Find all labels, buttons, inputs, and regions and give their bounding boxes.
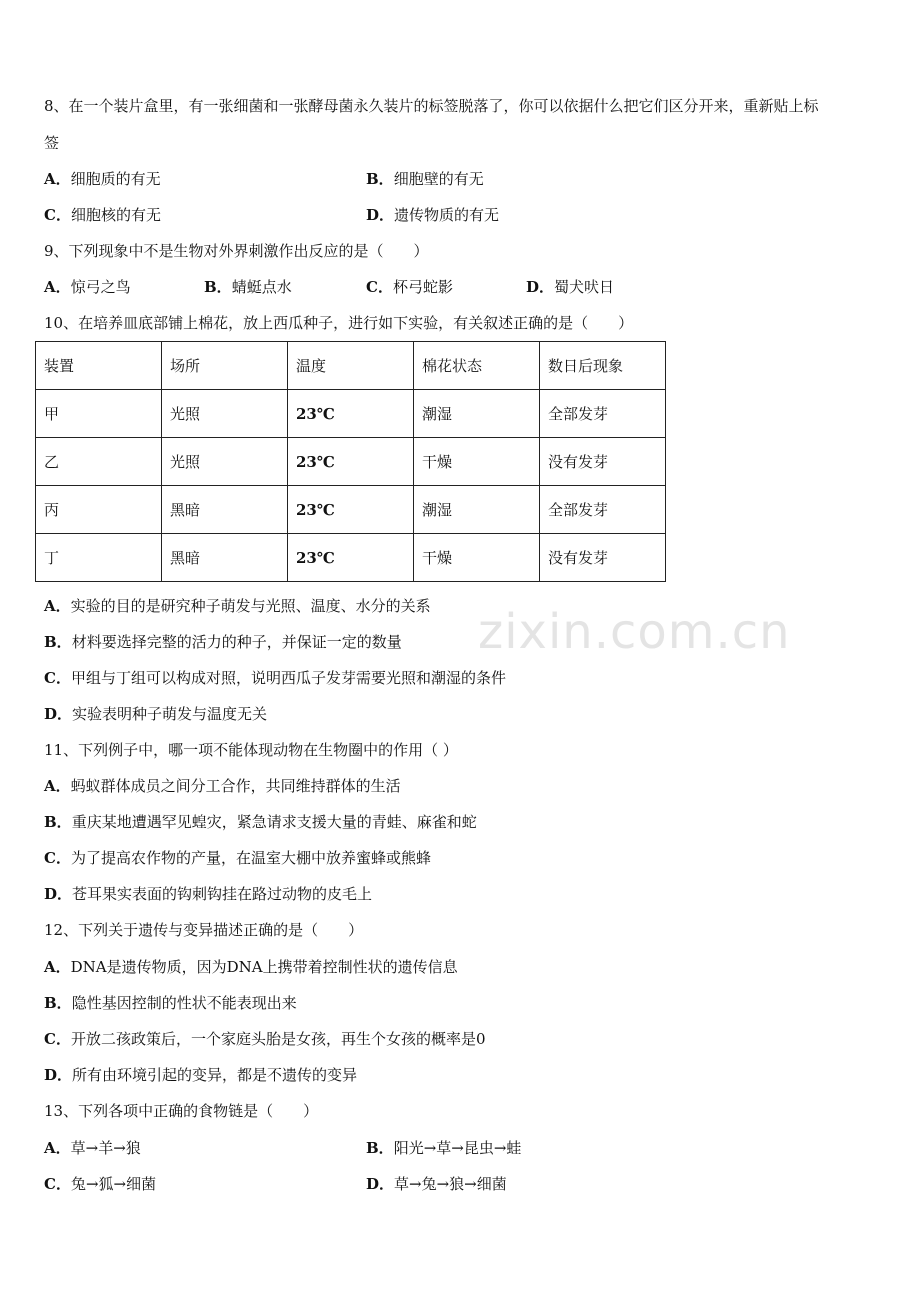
option-letter: B． — [366, 1139, 394, 1157]
option-letter: B． — [204, 278, 232, 296]
table-cell: 干燥 — [414, 438, 540, 486]
q8-option-c — [44, 205, 161, 225]
table-row — [36, 486, 666, 534]
table-header-cell: 温度 — [288, 342, 414, 390]
option-text: 细胞壁的有无 — [393, 170, 484, 188]
q10-option-b — [44, 632, 402, 652]
table-row — [36, 438, 666, 486]
option-letter: A． — [44, 597, 71, 615]
option-letter: D． — [366, 1175, 395, 1193]
table-header-cell: 装置 — [36, 342, 162, 390]
option-text: 遗传物质的有无 — [394, 206, 500, 224]
q10-option-d — [44, 704, 267, 724]
q9-option-b — [204, 277, 292, 297]
q9-option-a — [44, 277, 131, 297]
q10-stem: 10、在培养皿底部铺上棉花，放上西瓜种子，进行如下实验，有关叙述正确的是（ ） — [44, 314, 634, 332]
option-text: 细胞核的有无 — [70, 206, 161, 224]
table-cell: 丁 — [36, 534, 162, 582]
option-text: 所有由环境引起的变异，都是不遗传的变异 — [72, 1066, 358, 1084]
table-cell: 潮湿 — [414, 486, 540, 534]
option-text: 开放二孩政策后，一个家庭头胎是女孩，再生个女孩的概率是0 — [70, 1030, 486, 1048]
q12-option-a — [44, 957, 458, 977]
option-letter: C． — [44, 1175, 71, 1193]
q12-option-b — [44, 993, 297, 1013]
experiment-table — [35, 341, 666, 582]
option-letter: B． — [44, 633, 72, 651]
option-text: 实验表明种子萌发与温度无关 — [72, 705, 268, 723]
option-text: 材料要选择完整的活力的种子，并保证一定的数量 — [71, 633, 402, 651]
option-letter: C． — [44, 849, 71, 867]
table-row — [36, 534, 666, 582]
option-letter: B． — [366, 170, 394, 188]
option-letter: C． — [44, 1030, 71, 1048]
q8-stem-line2: 签 — [44, 134, 60, 152]
option-text: 为了提高农作物的产量，在温室大棚中放养蜜蜂或熊蜂 — [70, 849, 431, 867]
option-text: 重庆某地遭遇罕见蝗灾，紧急请求支援大量的青蛙、麻雀和蛇 — [71, 813, 477, 831]
q8-stem-line1: 8、在一个装片盒里，有一张细菌和一张酵母菌永久装片的标签脱落了，你可以依据什么把它们区分开来，重新贴上标 — [44, 97, 819, 115]
q8-option-a — [44, 169, 161, 189]
table-header-cell: 棉花状态 — [414, 342, 540, 390]
q13-option-c — [44, 1174, 156, 1194]
q12-option-c — [44, 1029, 486, 1049]
option-text: 蚂蚁群体成员之间分工合作，共同维持群体的生活 — [70, 777, 401, 795]
watermark: zixin.com.cn — [478, 604, 791, 660]
q11-option-c — [44, 848, 431, 868]
option-text: 蜀犬吠日 — [554, 278, 615, 296]
option-letter: A． — [44, 1139, 71, 1157]
table-cell: 干燥 — [414, 534, 540, 582]
table-cell: 23℃ — [288, 534, 414, 582]
option-letter: D． — [44, 885, 73, 903]
q11-stem: 11、下列例子中，哪一项不能体现动物在生物圈中的作用（ ） — [44, 741, 458, 759]
table-cell: 23℃ — [288, 486, 414, 534]
table-header-cell: 数日后现象 — [540, 342, 666, 390]
option-letter: D． — [44, 1066, 73, 1084]
q9-option-d — [526, 277, 614, 297]
table-header-row — [36, 342, 666, 390]
q13-stem: 13、下列各项中正确的食物链是（ ） — [44, 1102, 319, 1120]
option-text: 阳光→草→昆虫→蛙 — [393, 1139, 522, 1157]
option-letter: D． — [366, 206, 395, 224]
option-letter: A． — [44, 278, 71, 296]
table-cell: 甲 — [36, 390, 162, 438]
q12-option-d — [44, 1065, 357, 1085]
option-text: 草→兔→狼→细菌 — [394, 1175, 507, 1193]
table-cell: 潮湿 — [414, 390, 540, 438]
table-header-cell: 场所 — [162, 342, 288, 390]
option-text: 惊弓之鸟 — [70, 278, 131, 296]
table-cell: 全部发芽 — [540, 486, 666, 534]
option-text: 实验的目的是研究种子萌发与光照、温度、水分的关系 — [70, 597, 431, 615]
q13-option-a — [44, 1138, 141, 1158]
table-cell: 黑暗 — [162, 486, 288, 534]
q9-option-c — [366, 277, 453, 297]
option-letter: A． — [44, 170, 71, 188]
option-text: 隐性基因控制的性状不能表现出来 — [71, 994, 297, 1012]
option-letter: A． — [44, 958, 71, 976]
option-letter: C． — [366, 278, 393, 296]
table-cell: 23℃ — [288, 390, 414, 438]
table-cell: 没有发芽 — [540, 438, 666, 486]
table-cell: 23℃ — [288, 438, 414, 486]
option-text: 细胞质的有无 — [70, 170, 161, 188]
option-text: DNA是遗传物质，因为DNA上携带着控制性状的遗传信息 — [70, 958, 458, 976]
option-text: 杯弓蛇影 — [392, 278, 453, 296]
q10-option-a — [44, 596, 431, 616]
q11-option-b — [44, 812, 477, 832]
option-letter: D． — [526, 278, 555, 296]
option-letter: A． — [44, 777, 71, 795]
option-text: 兔→狐→细菌 — [70, 1175, 157, 1193]
option-text: 蜻蜓点水 — [231, 278, 292, 296]
q11-option-d — [44, 884, 372, 904]
option-letter: C． — [44, 669, 71, 687]
table-cell: 光照 — [162, 438, 288, 486]
q8-option-b — [366, 169, 484, 189]
option-text: 苍耳果实表面的钩刺钩挂在路过动物的皮毛上 — [72, 885, 373, 903]
option-text: 甲组与丁组可以构成对照，说明西瓜子发芽需要光照和潮湿的条件 — [70, 669, 506, 687]
q11-option-a — [44, 776, 401, 796]
q13-option-d — [366, 1174, 507, 1194]
option-letter: B． — [44, 994, 72, 1012]
q8-option-d — [366, 205, 499, 225]
q12-stem: 12、下列关于遗传与变异描述正确的是（ ） — [44, 921, 364, 939]
q13-option-b — [366, 1138, 521, 1158]
table-cell: 乙 — [36, 438, 162, 486]
table-row — [36, 390, 666, 438]
option-letter: D． — [44, 705, 73, 723]
table-cell: 没有发芽 — [540, 534, 666, 582]
option-letter: C． — [44, 206, 71, 224]
table-cell: 丙 — [36, 486, 162, 534]
q10-option-c — [44, 668, 506, 688]
option-text: 草→羊→狼 — [70, 1139, 141, 1157]
table-cell: 黑暗 — [162, 534, 288, 582]
option-letter: B． — [44, 813, 72, 831]
table-cell: 光照 — [162, 390, 288, 438]
q9-stem: 9、下列现象中不是生物对外界刺激作出反应的是（ ） — [44, 242, 429, 260]
table-cell: 全部发芽 — [540, 390, 666, 438]
